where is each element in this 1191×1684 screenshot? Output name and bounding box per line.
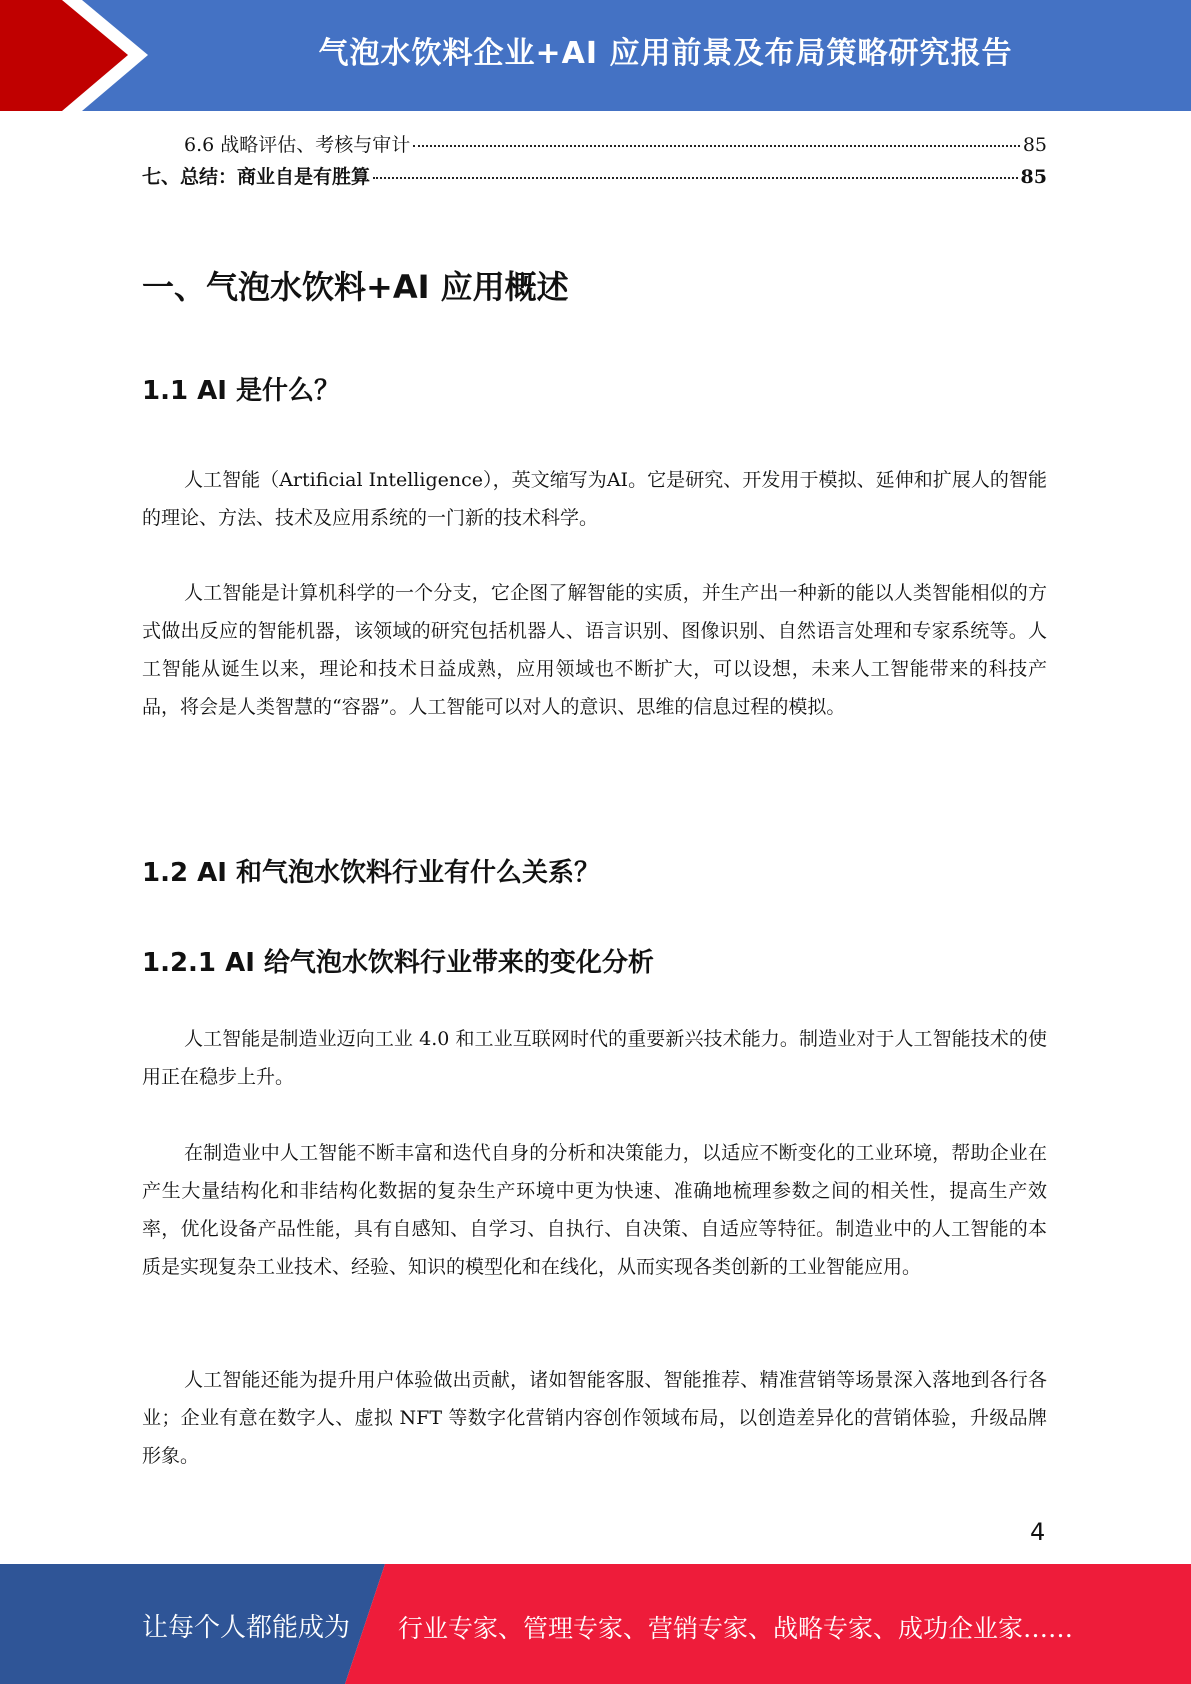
- paragraph: 人工智能是制造业迈向工业 4.0 和工业互联网时代的重要新兴技术能力。制造业对于人工智能技术的使用正在稳步上升。: [142, 1028, 1047, 1088]
- page-number: 4: [1030, 1518, 1046, 1546]
- subsection-heading: 1.1 AI 是什么？: [142, 376, 340, 406]
- paragraph: 人工智能是计算机科学的一个分支，它企图了解智能的实质，并生产出一种新的能以人类智能相似的方式做出反应的智能机器，该领域的研究包括机器人、语言识别、图像识别、自然语言处理和专家系统等。人工智能从诞生以来，理论和技术日益成熟，应用领域也不断扩大，可以设想，未来人工智能带来的科技产品，将会是人类智慧的“容器”。人工智能可以对人的意识、思维的信息过程的模拟。: [142, 582, 1047, 718]
- toc-leader-dots: [373, 177, 1018, 179]
- paragraph: 人工智能（Artificial Intelligence），英文缩写为AI。它是研究、开发用于模拟、延伸和扩展人的智能的理论、方法、技术及应用系统的一门新的技术科学。: [142, 469, 1047, 529]
- page-header: [0, 0, 1191, 111]
- footer-slogan-left: 让每个人都能成为: [142, 1613, 351, 1643]
- section-heading: 一、气泡水饮料+AI 应用概述: [142, 268, 569, 306]
- paragraph: 在制造业中人工智能不断丰富和迭代自身的分析和决策能力，以适应不断变化的工业环境，帮助企业在产生大量结构化和非结构化数据的复杂生产环境中更为快速、准确地梳理参数之间的相关性，提高生产效率，优化设备产品性能，具有自感知、自学习、自执行、自决策、自适应等特征。制造业中的人工智能的本质是实现复杂工业技术、经验、知识的模型化和在线化，从而实现各类创新的工业智能应用。: [142, 1142, 1047, 1278]
- subsection-heading: 1.2 AI 和气泡水饮料行业有什么关系？: [142, 858, 600, 888]
- toc-entry[interactable]: [142, 130, 1047, 157]
- header-title: 气泡水饮料企业+AI 应用前景及布局策略研究报告: [318, 36, 1013, 71]
- subsubsection-heading: 1.2.1 AI 给气泡水饮料行业带来的变化分析: [142, 948, 654, 978]
- paragraph: 人工智能还能为提升用户体验做出贡献，诸如智能客服、智能推荐、精准营销等场景深入落地到各行各业；企业有意在数字人、虚拟 NFT 等数字化营销内容创作领域布局，以创造差异化的营销体验，升级品牌形象。: [142, 1369, 1047, 1467]
- footer-slogan-right: 行业专家、管理专家、营销专家、战略专家、成功企业家……: [398, 1614, 1074, 1643]
- toc-entry-page: 85: [1020, 166, 1047, 188]
- toc-entry-label: 七、总结：商业自是有胜算: [142, 166, 371, 188]
- toc-entry-label: 6.6 战略评估、考核与审计: [184, 134, 411, 156]
- page-footer: [0, 1564, 1191, 1684]
- toc-entry-page: 85: [1022, 134, 1047, 156]
- toc-entry[interactable]: [142, 162, 1047, 189]
- toc-leader-dots: [413, 145, 1020, 147]
